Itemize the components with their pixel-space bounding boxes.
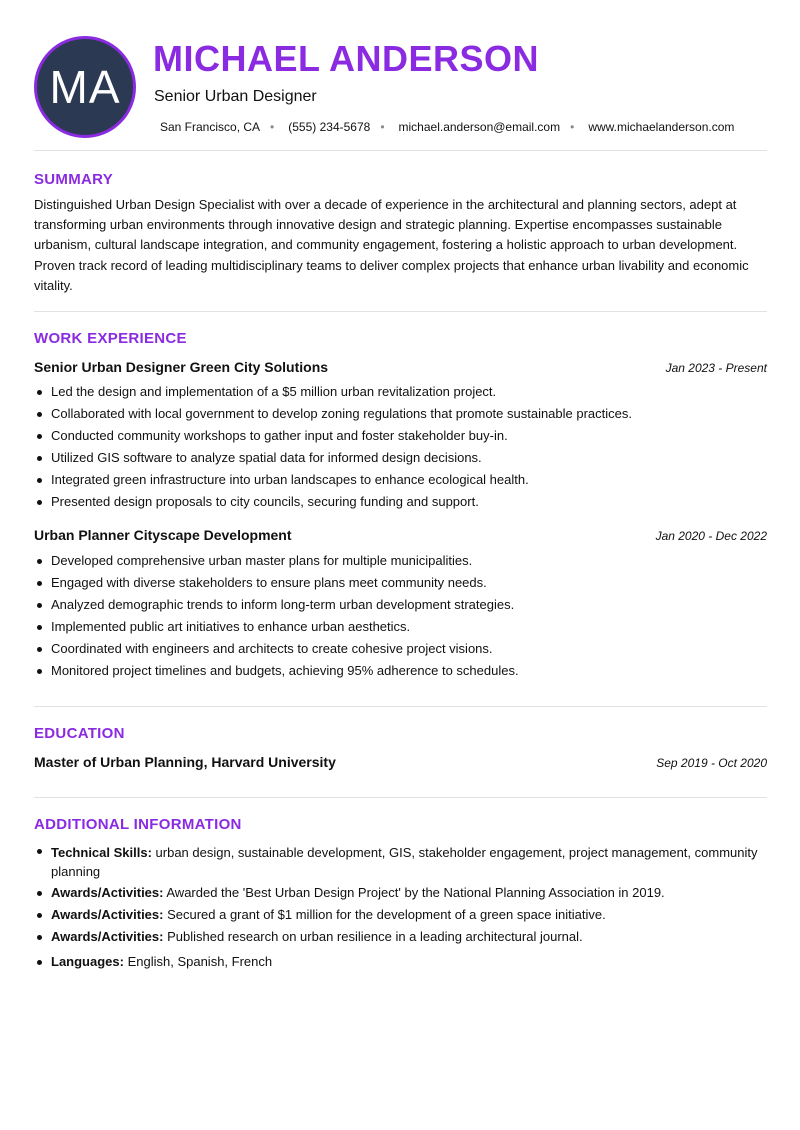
additional-info-list	[34, 843, 767, 976]
list-item	[34, 954, 767, 970]
degree: Master of Urban Planning, Harvard University	[34, 754, 336, 770]
list-item: Coordinated with engineers and architects to create cohesive project visions.	[34, 641, 767, 657]
item-text: English, Spanish, French	[123, 954, 273, 969]
list-item	[34, 929, 767, 945]
list-item	[34, 885, 767, 901]
list-item: Conducted community workshops to gather input and foster stakeholder buy-in.	[34, 428, 767, 444]
avatar	[34, 36, 136, 138]
item-label: Awards/Activities:	[51, 885, 164, 900]
list-item: Presented design proposals to city councils, securing funding and support.	[34, 494, 767, 510]
list-item: Implemented public art initiatives to enhance urban aesthetics.	[34, 619, 767, 635]
list-item: Developed comprehensive urban master plans for multiple municipalities.	[34, 553, 767, 569]
job-bullets	[34, 553, 767, 685]
divider	[34, 150, 767, 151]
list-item	[34, 907, 767, 923]
contact-website[interactable]: www.michaelanderson.com	[588, 120, 735, 134]
list-item: Collaborated with local government to develop zoning regulations that promote sustainable practices.	[34, 406, 767, 422]
contact-bar	[160, 120, 734, 134]
list-item	[34, 843, 767, 881]
summary-heading: SUMMARY	[34, 171, 114, 188]
job-title: Urban Planner Cityscape Development	[34, 527, 292, 543]
separator-dot: •	[380, 120, 385, 134]
additional-info-heading: ADDITIONAL INFORMATION	[34, 816, 242, 833]
item-text: Published research on urban resilience in a leading architectural journal.	[163, 929, 583, 944]
job-header	[34, 527, 767, 543]
separator-dot: •	[570, 120, 575, 134]
contact-phone: (555) 234-5678	[288, 120, 371, 134]
item-text: urban design, sustainable development, GIS, stakeholder engagement, project management, community planning	[51, 845, 758, 879]
job-bullets	[34, 384, 767, 516]
education-entry	[34, 754, 767, 770]
list-item: Analyzed demographic trends to inform long-term urban development strategies.	[34, 597, 767, 613]
item-label: Awards/Activities:	[51, 907, 164, 922]
work-experience-heading: WORK EXPERIENCE	[34, 330, 187, 347]
list-item: Engaged with diverse stakeholders to ensure plans meet community needs.	[34, 575, 767, 591]
list-item: Monitored project timelines and budgets, achieving 95% adherence to schedules.	[34, 663, 767, 679]
item-label: Technical Skills:	[51, 845, 152, 860]
job-title: Senior Urban Designer Green City Solutions	[34, 359, 329, 375]
job-dates: Jan 2023 - Present	[665, 361, 767, 375]
job-dates: Jan 2020 - Dec 2022	[655, 529, 767, 543]
candidate-name: MICHAEL ANDERSON	[153, 38, 540, 79]
divider	[34, 706, 767, 707]
education-heading: EDUCATION	[34, 725, 125, 742]
contact-email[interactable]: michael.anderson@email.com	[398, 120, 561, 134]
list-item: Utilized GIS software to analyze spatial data for informed design decisions.	[34, 450, 767, 466]
job-header	[34, 359, 767, 375]
education-dates: Sep 2019 - Oct 2020	[656, 756, 767, 770]
item-label: Awards/Activities:	[51, 929, 164, 944]
list-item: Led the design and implementation of a $5 million urban revitalization project.	[34, 384, 767, 400]
divider	[34, 311, 767, 312]
item-text: Secured a grant of $1 million for the development of a green space initiative.	[163, 907, 606, 922]
summary-text: Distinguished Urban Design Specialist with over a decade of experience in the architectural and planning sectors, adept at transforming urban environments through innovative design and strategic planning. Expertise encompasses sustainable urbanism, cultural landscape integration, and community engagement, fostering a holistic approach to urban development. Proven track record of leading multidisciplinary teams to deliver complex projects that enhance urban livability and economic vitality.	[34, 197, 749, 293]
candidate-title: Senior Urban Designer	[154, 88, 317, 105]
list-item: Integrated green infrastructure into urban landscapes to enhance ecological health.	[34, 472, 767, 488]
contact-location: San Francisco, CA	[160, 120, 261, 134]
avatar-initials: MA	[49, 61, 121, 113]
divider	[34, 797, 767, 798]
separator-dot: •	[270, 120, 275, 134]
item-text: Awarded the 'Best Urban Design Project' by the National Planning Association in 2019.	[163, 885, 665, 900]
item-label: Languages:	[51, 954, 124, 969]
